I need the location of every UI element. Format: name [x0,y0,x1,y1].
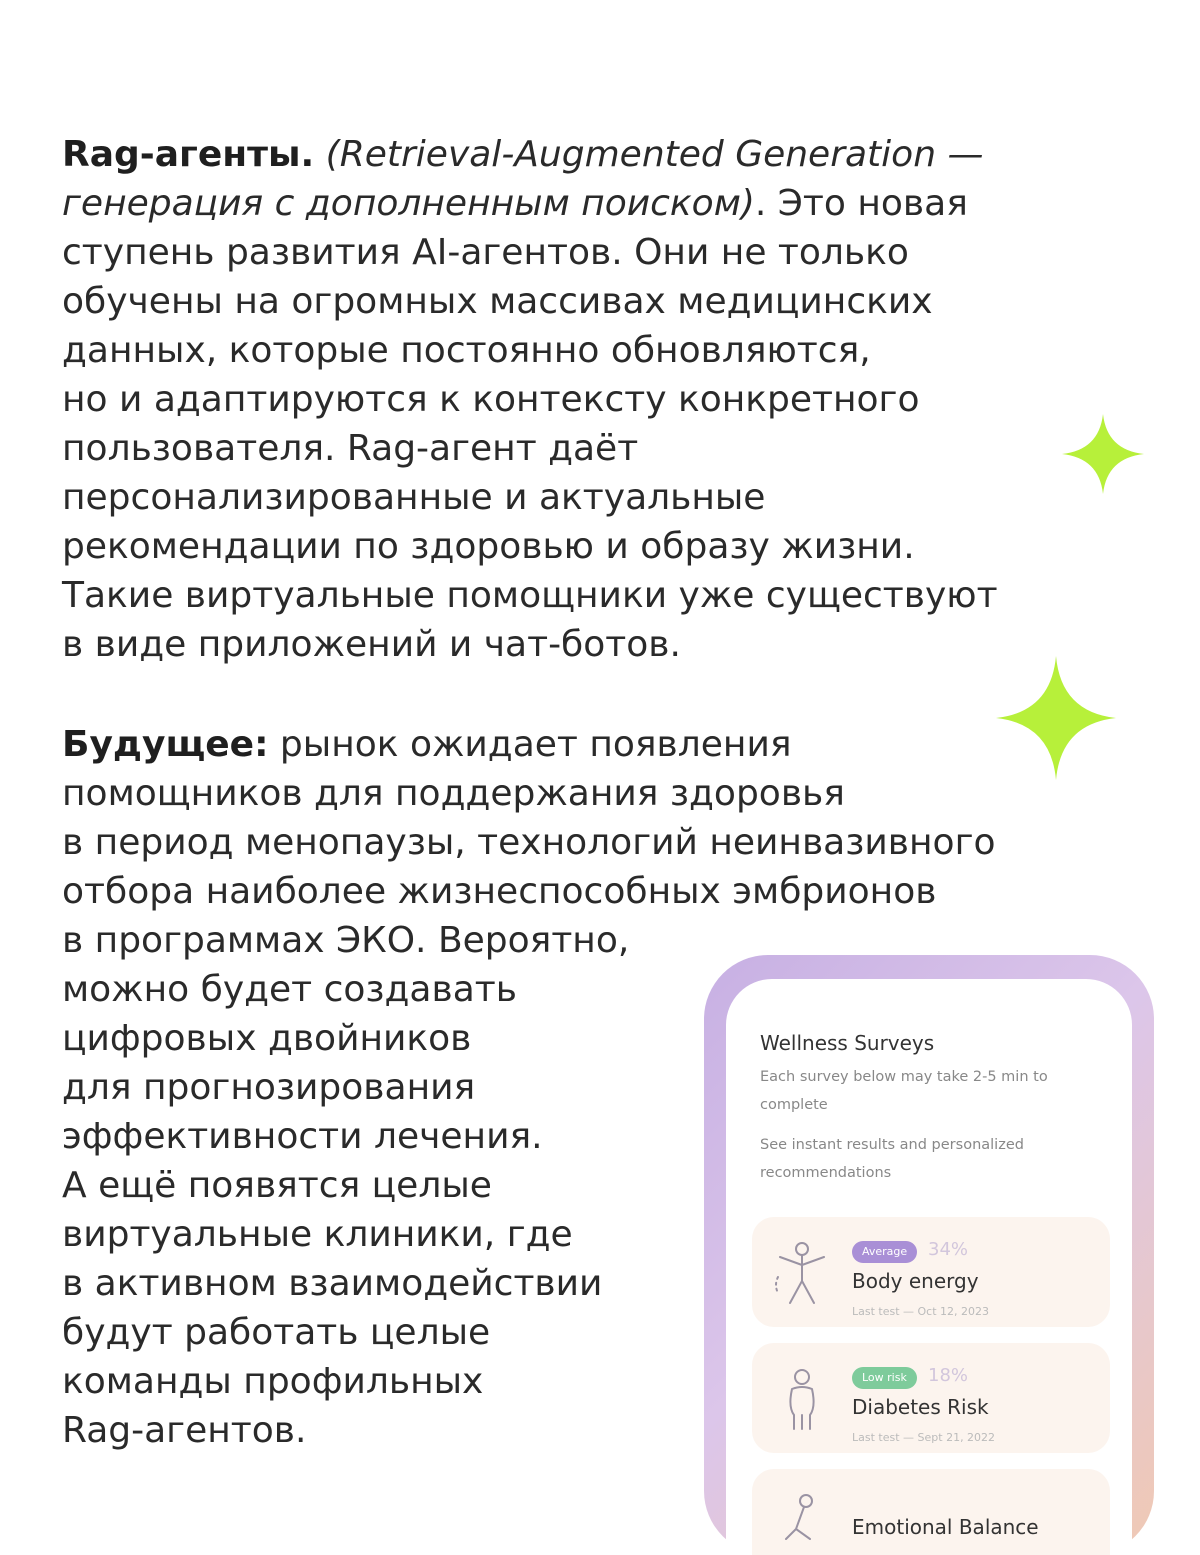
text-line: можно будет создавать [62,969,517,1010]
text-line: отбора наиболее жизнеспособных эмбрионов [62,871,937,912]
text-line: виртуальные клиники, где [62,1214,573,1255]
survey-percent: 34% [928,1239,969,1260]
text-line: обучены на огромных массивах медицинских [62,281,933,322]
text-line: цифровых двойников [62,1018,472,1059]
survey-last-test-date: Last test — Sept 21, 2022 [852,1431,996,1444]
diabetes-icon [766,1363,838,1435]
survey-results-text: See instant results and personalized recommendations [760,1137,1024,1181]
text-line: в виде приложений и чат-ботов. [62,624,681,665]
survey-card-diabetes-risk[interactable] [752,1343,1110,1453]
text-line: команды профильных [62,1361,484,1402]
text-line: в программах ЭКО. Вероятно, [62,920,630,961]
survey-card-body-energy[interactable] [752,1217,1110,1327]
text-line: помощников для поддержания здоровья [62,773,845,814]
survey-duration-text: Each survey below may take 2-5 min to complete [760,1069,1048,1113]
text-line: рекомендации по здоровью и образу жизни. [62,526,915,567]
text-line: персонализированные и актуальные [62,477,766,518]
text-line: в активном взаимодействии [62,1263,603,1304]
text-line: рынок ожидает появления [268,724,792,765]
text-line: данных, которые постоянно обновляются, [62,330,871,371]
status-badge: Average [852,1241,917,1263]
survey-card-emotional-balance[interactable] [752,1469,1110,1555]
rag-agents-italic-1: (Retrieval-Augmented Generation — [325,134,984,175]
text-line: Rag-агентов. [62,1410,307,1451]
rag-agents-paragraph [62,130,1142,669]
future-heading: Будущее: [62,724,269,765]
text-line: но и адаптируются к контексту конкретного [62,379,920,420]
text-line: А ещё появятся целые [62,1165,492,1206]
survey-card-title: Emotional Balance [852,1515,1039,1539]
status-badge: Low risk [852,1367,917,1389]
phone-mockup [704,955,1154,1555]
text-line: эффективности лечения. [62,1116,543,1157]
survey-card-title: Body energy [852,1269,979,1293]
text-line: Такие виртуальные помощники уже существуют [62,575,998,616]
text-line: будут работать целые [62,1312,491,1353]
text-line: . Это новая [754,183,968,224]
body-energy-icon [766,1237,838,1309]
emotional-balance-icon [766,1489,838,1555]
wellness-surveys-title: Wellness Surveys [760,1031,935,1055]
text-line: ступень развития AI-агентов. Они не только [62,232,909,273]
text-line: в период менопаузы, технологий неинвазивного [62,822,996,863]
text-line: для прогнозирования [62,1067,476,1108]
survey-last-test-date: Last test — Oct 12, 2023 [852,1305,990,1318]
survey-percent: 18% [928,1365,969,1386]
text-line: пользователя. Rag-агент даёт [62,428,639,469]
sparkle-icon [1062,414,1144,494]
rag-agents-heading: Rag-агенты. [62,134,315,175]
phone-screen [726,979,1132,1555]
rag-agents-italic-2: генерация с дополненным поиском) [62,183,755,224]
survey-card-title: Diabetes Risk [852,1395,989,1419]
